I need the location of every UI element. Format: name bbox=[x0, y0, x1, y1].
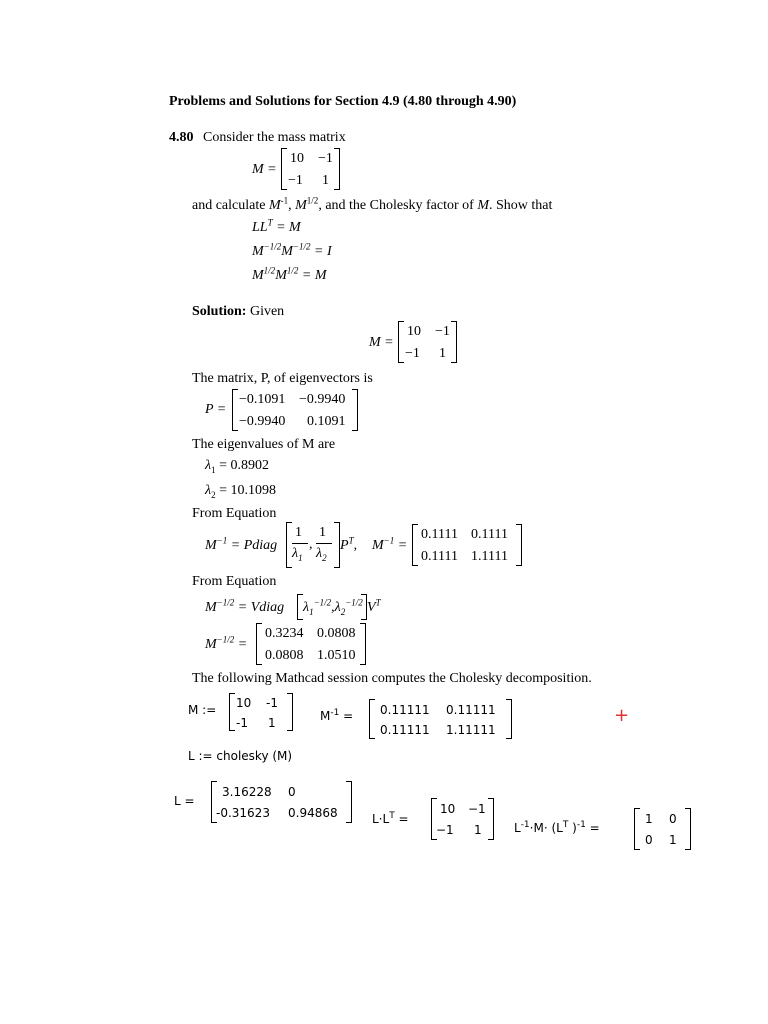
matrix-cell: 1 bbox=[645, 812, 653, 826]
calc-sentence: and calculate $M^{-1}$, $M^{1/2}$, and the Cholesky factor of M. Show that bbox=[192, 195, 553, 213]
fraction-separator: , bbox=[309, 537, 313, 552]
lambda2: $\lambda_2 = 10.1098$ bbox=[205, 483, 276, 500]
matrix-cell: 1 bbox=[474, 823, 482, 837]
matrix-cell: −1 bbox=[318, 151, 333, 166]
minv-result-label: $M^{-1}$ = bbox=[372, 535, 408, 553]
matrix-cell: −0.9940 bbox=[239, 414, 286, 429]
matrix-cell: 10 bbox=[290, 151, 304, 166]
fraction-bar bbox=[316, 543, 332, 544]
matrix-cell: −1 bbox=[436, 823, 454, 837]
mathcad-check-expression: $L^{-1}\cdot M\cdot (L^T$ )$^{-1}$ = bbox=[514, 820, 600, 835]
matrix-cell: 1 bbox=[669, 833, 677, 847]
mathcad-identity-matrix bbox=[634, 808, 691, 850]
matrix-cell: 0 bbox=[669, 812, 677, 826]
matrix-cell: 10 bbox=[440, 802, 456, 816]
equation-llt: $LL^T = M$ bbox=[252, 217, 301, 235]
lambda-power: $\lambda_1^{-1/2},\lambda_2^{-1/2}$ bbox=[303, 597, 363, 617]
matrix-cell: −1 bbox=[435, 324, 450, 339]
equation-plus-half: $M^{1/2}M^{1/2} = M$ bbox=[252, 265, 327, 283]
v-transpose: $V^T$ bbox=[367, 597, 381, 615]
mathcad-m-matrix bbox=[229, 693, 293, 731]
matrix-cell: 0.11111 bbox=[446, 703, 496, 717]
problem-number: 4.80 bbox=[169, 130, 194, 145]
matrix-cell: 1.1111 bbox=[471, 549, 508, 564]
problem-m-label: M = bbox=[252, 162, 277, 177]
matrix-cell: 1 bbox=[439, 346, 446, 361]
matrix-cell: 1 bbox=[268, 716, 276, 730]
mathcad-l-matrix bbox=[211, 781, 352, 823]
matrix-cell: 0.1111 bbox=[421, 549, 458, 564]
mhalf-diag-bracket bbox=[297, 594, 367, 620]
matrix-cell: 0.3234 bbox=[265, 626, 304, 641]
mhalf-equation: $M^{-1/2}$ = Vdiag bbox=[205, 597, 285, 615]
matrix-cell: −1 bbox=[405, 346, 420, 361]
fraction-denominator: $\lambda_1$ bbox=[292, 546, 303, 563]
solution-m-label: M = bbox=[369, 335, 394, 350]
mhalf-result-label: $M^{-1/2}$ = bbox=[205, 634, 248, 652]
matrix-cell: 0.11111 bbox=[380, 723, 430, 737]
mathcad-intro: The following Mathcad session computes the Cholesky decomposition. bbox=[192, 671, 592, 686]
page-heading: Problems and Solutions for Section 4.9 (4.80 through 4.90) bbox=[169, 94, 517, 109]
mathcad-llt-label: $L\cdot L^T$ = bbox=[372, 811, 409, 826]
matrix-cell: 1.0510 bbox=[317, 648, 356, 663]
from-equation-2: From Equation bbox=[192, 574, 277, 589]
minv-matrix bbox=[412, 524, 522, 566]
p-transpose: $P^T$, bbox=[340, 535, 358, 553]
matrix-cell: -1 bbox=[266, 696, 278, 710]
mathcad-l-label: L = bbox=[174, 794, 195, 808]
mathcad-llt-matrix bbox=[431, 798, 494, 840]
matrix-cell: -1 bbox=[236, 716, 248, 730]
matrix-cell: 0 bbox=[288, 785, 296, 799]
solution-mass-matrix bbox=[398, 321, 457, 363]
problem-intro: Consider the mass matrix bbox=[203, 130, 346, 145]
matrix-cell: −0.9940 bbox=[299, 392, 346, 407]
eigenvector-text: The matrix, P, of eigenvectors is bbox=[192, 371, 373, 386]
matrix-cell: 10 bbox=[407, 324, 421, 339]
matrix-cell: 0.1111 bbox=[421, 527, 458, 542]
solution-label: Solution: Given bbox=[192, 304, 285, 319]
fraction-denominator: $\lambda_2$ bbox=[316, 546, 327, 563]
diag-bracket bbox=[286, 522, 340, 568]
lambda1: $\lambda_1 = 0.8902$ bbox=[205, 458, 269, 475]
matrix-cell: 0 bbox=[645, 833, 653, 847]
insertion-plus-marker[interactable]: + bbox=[614, 705, 630, 726]
matrix-cell: −1 bbox=[468, 802, 486, 816]
matrix-cell: 10 bbox=[236, 696, 252, 710]
mhalf-matrix bbox=[256, 623, 366, 665]
matrix-cell: 0.1111 bbox=[471, 527, 508, 542]
matrix-cell: -0.31623 bbox=[216, 806, 270, 820]
fraction-numerator: 1 bbox=[319, 525, 326, 540]
eigenvalue-text: The eigenvalues of M are bbox=[192, 437, 336, 452]
mathcad-minv-label: $M^{-1}$ = bbox=[320, 708, 354, 723]
eigenvector-matrix bbox=[232, 389, 358, 431]
p-label: P = bbox=[205, 402, 227, 417]
problem-mass-matrix bbox=[281, 148, 340, 190]
matrix-cell: 0.0808 bbox=[317, 626, 356, 641]
minv-equation: $M^{-1}$ = Pdiag bbox=[205, 535, 278, 553]
matrix-cell: 0.1091 bbox=[307, 414, 346, 429]
mathcad-minv-matrix bbox=[369, 699, 512, 739]
matrix-cell: 1.11111 bbox=[446, 723, 496, 737]
equation-minus-half: $M^{-1/2}M^{-1/2} = I$ bbox=[252, 241, 332, 259]
from-equation-1: From Equation bbox=[192, 506, 277, 521]
matrix-cell: 3.16228 bbox=[222, 785, 272, 799]
matrix-cell: −1 bbox=[288, 173, 303, 188]
matrix-cell: 0.94868 bbox=[288, 806, 338, 820]
matrix-cell: 0.0808 bbox=[265, 648, 304, 663]
mathcad-cholesky-def: L := cholesky (M) bbox=[188, 749, 293, 763]
fraction-bar bbox=[292, 543, 308, 544]
matrix-cell: 0.11111 bbox=[380, 703, 430, 717]
fraction-numerator: 1 bbox=[295, 525, 302, 540]
matrix-cell: 1 bbox=[322, 173, 329, 188]
matrix-cell: −0.1091 bbox=[239, 392, 286, 407]
mathcad-m-def: M := bbox=[188, 703, 217, 717]
